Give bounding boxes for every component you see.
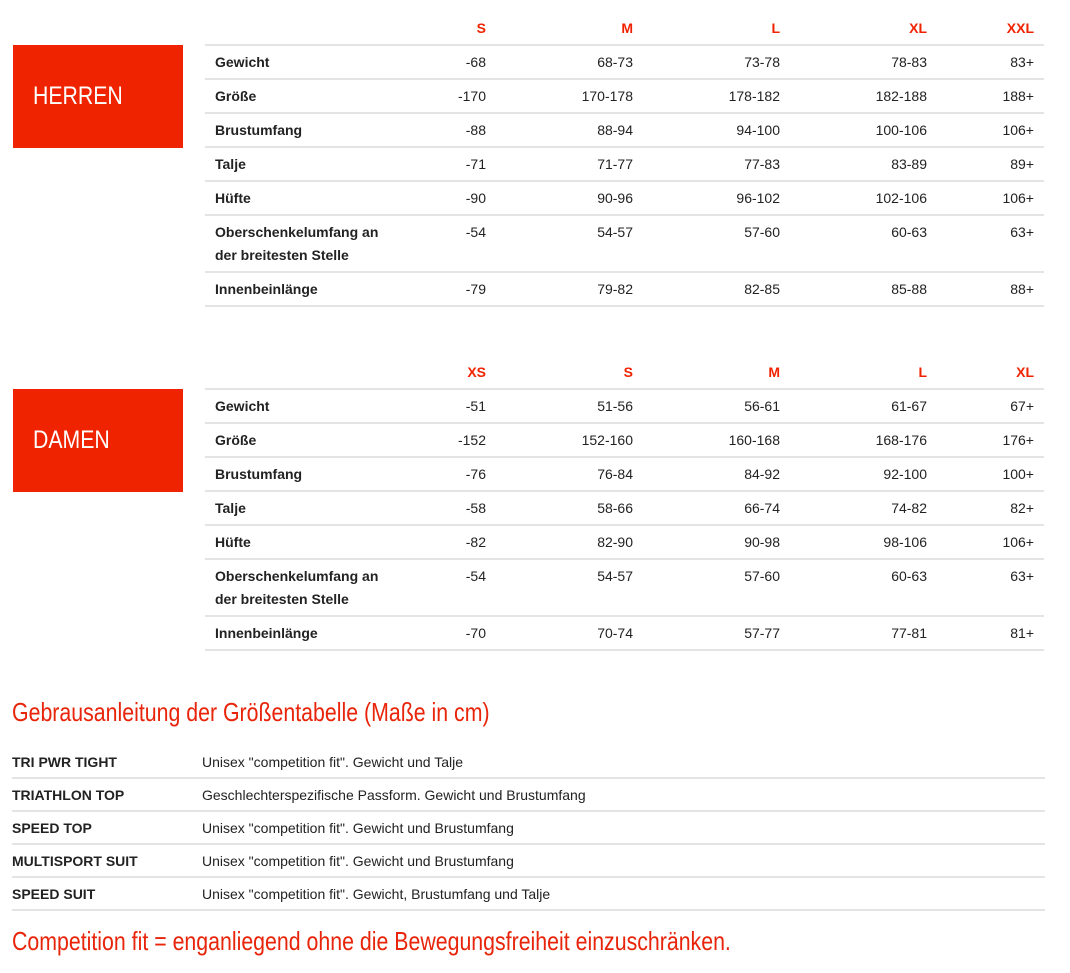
cell-value: 70-74: [496, 616, 643, 650]
cell-value: 100+: [937, 457, 1044, 491]
cell-value: 90-96: [496, 181, 643, 215]
cell-value: 81+: [937, 616, 1044, 650]
cell-value: -70: [396, 616, 496, 650]
cell-value: 79-82: [496, 272, 643, 306]
cell-value: 73-78: [643, 45, 790, 79]
cell-value: 58-66: [496, 491, 643, 525]
size-header: S: [396, 12, 496, 45]
product-name: TRIATHLON TOP: [12, 778, 202, 811]
cell-value: 83+: [937, 45, 1044, 79]
list-item: [12, 778, 1045, 811]
corner-cell: [205, 12, 396, 45]
row-label: Größe: [205, 423, 396, 457]
cell-value: 84-92: [643, 457, 790, 491]
table-row: [205, 181, 1044, 215]
corner-cell: [205, 356, 396, 389]
cell-value: 83-89: [790, 147, 937, 181]
cell-value: 54-57: [496, 215, 643, 272]
cell-value: -68: [396, 45, 496, 79]
cell-value: -79: [396, 272, 496, 306]
cell-value: 67+: [937, 389, 1044, 423]
cell-value: 96-102: [643, 181, 790, 215]
guide-table: [12, 746, 1045, 911]
row-label: Brustumfang: [205, 113, 396, 147]
product-description: Unisex "competition fit". Gewicht und Brustumfang: [202, 811, 1045, 844]
row-label: Brustumfang: [205, 457, 396, 491]
size-header: XXL: [937, 12, 1044, 45]
cell-value: 54-57: [496, 559, 643, 616]
cell-value: -76: [396, 457, 496, 491]
size-header: L: [643, 12, 790, 45]
cell-value: -71: [396, 147, 496, 181]
cell-value: 100-106: [790, 113, 937, 147]
cell-value: 85-88: [790, 272, 937, 306]
cell-value: 188+: [937, 79, 1044, 113]
damen-badge: [13, 389, 183, 492]
list-item: [12, 877, 1045, 910]
row-label: Gewicht: [205, 389, 396, 423]
row-label: Gewicht: [205, 45, 396, 79]
cell-value: 82+: [937, 491, 1044, 525]
product-description: Unisex "competition fit". Gewicht und Brustumfang: [202, 844, 1045, 877]
cell-value: 63+: [937, 559, 1044, 616]
damen-header-row: [205, 356, 1044, 389]
row-label: Hüfte: [205, 525, 396, 559]
cell-value: -152: [396, 423, 496, 457]
cell-value: 71-77: [496, 147, 643, 181]
cell-value: 61-67: [790, 389, 937, 423]
cell-value: 57-60: [643, 559, 790, 616]
product-name: SPEED TOP: [12, 811, 202, 844]
table-row: [205, 147, 1044, 181]
cell-value: 106+: [937, 525, 1044, 559]
competition-fit-note: Competition fit = enganliegend ohne die Bewegungsfreiheit einzuschränken.: [12, 926, 731, 956]
cell-value: 90-98: [643, 525, 790, 559]
cell-value: -54: [396, 215, 496, 272]
cell-value: -58: [396, 491, 496, 525]
product-name: TRI PWR TIGHT: [12, 746, 202, 778]
table-row: [205, 113, 1044, 147]
cell-value: -54: [396, 559, 496, 616]
table-row: [205, 79, 1044, 113]
table-row: [205, 525, 1044, 559]
row-label: Größe: [205, 79, 396, 113]
damen-badge-label: DAMEN: [33, 426, 110, 454]
cell-value: 178-182: [643, 79, 790, 113]
cell-value: 60-63: [790, 215, 937, 272]
cell-value: -90: [396, 181, 496, 215]
size-header: M: [643, 356, 790, 389]
size-header: L: [790, 356, 937, 389]
cell-value: 51-56: [496, 389, 643, 423]
table-row: [205, 491, 1044, 525]
cell-value: 102-106: [790, 181, 937, 215]
cell-value: 82-90: [496, 525, 643, 559]
row-label: Oberschenkelumfang an der breitesten Stelle: [205, 215, 396, 272]
cell-value: 82-85: [643, 272, 790, 306]
cell-value: 106+: [937, 181, 1044, 215]
size-header: XL: [790, 12, 937, 45]
cell-value: 168-176: [790, 423, 937, 457]
cell-value: 170-178: [496, 79, 643, 113]
row-label: Talje: [205, 147, 396, 181]
herren-header-row: [205, 12, 1044, 45]
cell-value: 88-94: [496, 113, 643, 147]
herren-badge-label: HERREN: [33, 82, 123, 110]
cell-value: 77-83: [643, 147, 790, 181]
table-row: [205, 616, 1044, 650]
table-row: [205, 559, 1044, 616]
cell-value: 60-63: [790, 559, 937, 616]
list-item: [12, 811, 1045, 844]
cell-value: 68-73: [496, 45, 643, 79]
cell-value: -88: [396, 113, 496, 147]
row-label: Innenbeinlänge: [205, 616, 396, 650]
cell-value: 88+: [937, 272, 1044, 306]
cell-value: 94-100: [643, 113, 790, 147]
table-row: [205, 423, 1044, 457]
cell-value: 182-188: [790, 79, 937, 113]
list-item: [12, 746, 1045, 778]
cell-value: 56-61: [643, 389, 790, 423]
cell-value: 77-81: [790, 616, 937, 650]
cell-value: 176+: [937, 423, 1044, 457]
cell-value: -51: [396, 389, 496, 423]
product-name: SPEED SUIT: [12, 877, 202, 910]
table-row: [205, 457, 1044, 491]
row-label: Hüfte: [205, 181, 396, 215]
cell-value: 57-60: [643, 215, 790, 272]
row-label: Oberschenkelumfang an der breitesten Stelle: [205, 559, 396, 616]
table-row: [205, 272, 1044, 306]
product-description: Unisex "competition fit". Gewicht und Talje: [202, 746, 1045, 778]
cell-value: 76-84: [496, 457, 643, 491]
cell-value: 152-160: [496, 423, 643, 457]
cell-value: -170: [396, 79, 496, 113]
cell-value: 98-106: [790, 525, 937, 559]
table-row: [205, 389, 1044, 423]
product-description: Unisex "competition fit". Gewicht, Brustumfang und Talje: [202, 877, 1045, 910]
product-description: Geschlechterspezifische Passform. Gewicht und Brustumfang: [202, 778, 1045, 811]
cell-value: 106+: [937, 113, 1044, 147]
row-label: Innenbeinlänge: [205, 272, 396, 306]
row-label: Talje: [205, 491, 396, 525]
cell-value: 78-83: [790, 45, 937, 79]
list-item: [12, 844, 1045, 877]
cell-value: 63+: [937, 215, 1044, 272]
table-row: [205, 215, 1044, 272]
cell-value: 160-168: [643, 423, 790, 457]
guide-title: Gebrausanleitung der Größentabelle (Maße in cm): [12, 697, 490, 727]
product-name: MULTISPORT SUIT: [12, 844, 202, 877]
cell-value: 89+: [937, 147, 1044, 181]
size-header: XS: [396, 356, 496, 389]
size-header: M: [496, 12, 643, 45]
size-header: XL: [937, 356, 1044, 389]
cell-value: 92-100: [790, 457, 937, 491]
cell-value: 66-74: [643, 491, 790, 525]
damen-size-table: [205, 356, 1044, 651]
cell-value: 74-82: [790, 491, 937, 525]
table-row: [205, 45, 1044, 79]
herren-size-table: [205, 12, 1044, 307]
cell-value: -82: [396, 525, 496, 559]
size-header: S: [496, 356, 643, 389]
cell-value: 57-77: [643, 616, 790, 650]
herren-badge: [13, 45, 183, 148]
